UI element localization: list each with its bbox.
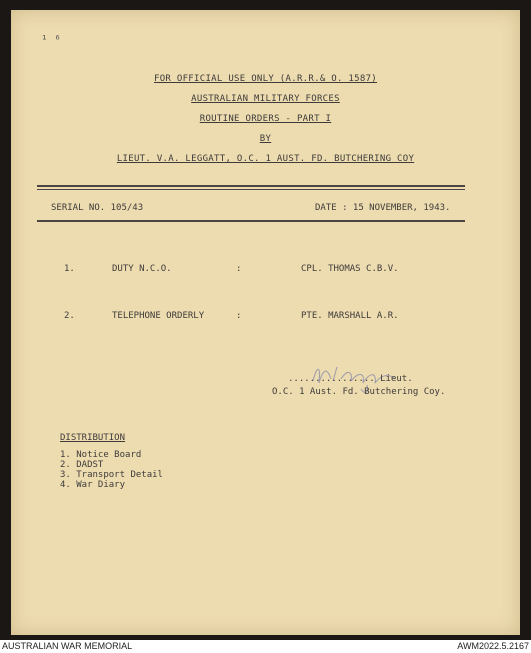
separator: : (236, 311, 242, 321)
order-date: DATE : 15 NOVEMBER, 1943. (315, 203, 451, 213)
order-number: 1. (64, 264, 75, 274)
bottom-rule (37, 220, 465, 222)
classification-line: FOR OFFICIAL USE ONLY (A.R.R.& O. 1587) (153, 74, 378, 84)
duty-title: DUTY N.C.O. (112, 264, 172, 274)
list-item: 3. Transport Detail (60, 470, 163, 480)
signature-line: ................ Lieut. (288, 374, 413, 384)
footer-accession-number: AWM2022.5.2167 (457, 641, 529, 651)
by-line: BY (259, 134, 272, 144)
assigned-person: PTE. MARSHALL A.R. (301, 311, 399, 321)
top-rule-thin (37, 189, 465, 190)
separator: : (236, 264, 242, 274)
distribution-list (60, 450, 163, 490)
orders-title: ROUTINE ORDERS - PART I (199, 114, 332, 124)
assigned-person: CPL. THOMAS C.B.V. (301, 264, 399, 274)
order-number: 2. (64, 311, 75, 321)
footer-institution: AUSTRALIAN WAR MEMORIAL (2, 641, 133, 651)
commander-line: LIEUT. V.A. LEGGATT, O.C. 1 AUST. FD. BUTCHERING COY (116, 154, 415, 164)
list-item: 2. DADST (60, 460, 104, 470)
signatory-title: O.C. 1 Aust. Fd. Butchering Coy. (272, 387, 446, 397)
top-rule (37, 185, 465, 187)
distribution-title: DISTRIBUTION (60, 433, 126, 443)
document-sheet (11, 10, 520, 635)
corner-mark: ¹ ⁶ (41, 33, 61, 46)
list-item: 4. War Diary (60, 480, 126, 490)
duty-title: TELEPHONE ORDERLY (112, 311, 205, 321)
serial-number: SERIAL NO. 105/43 (51, 203, 144, 213)
list-item: 1. Notice Board (60, 450, 142, 460)
organisation-line: AUSTRALIAN MILITARY FORCES (191, 94, 340, 104)
